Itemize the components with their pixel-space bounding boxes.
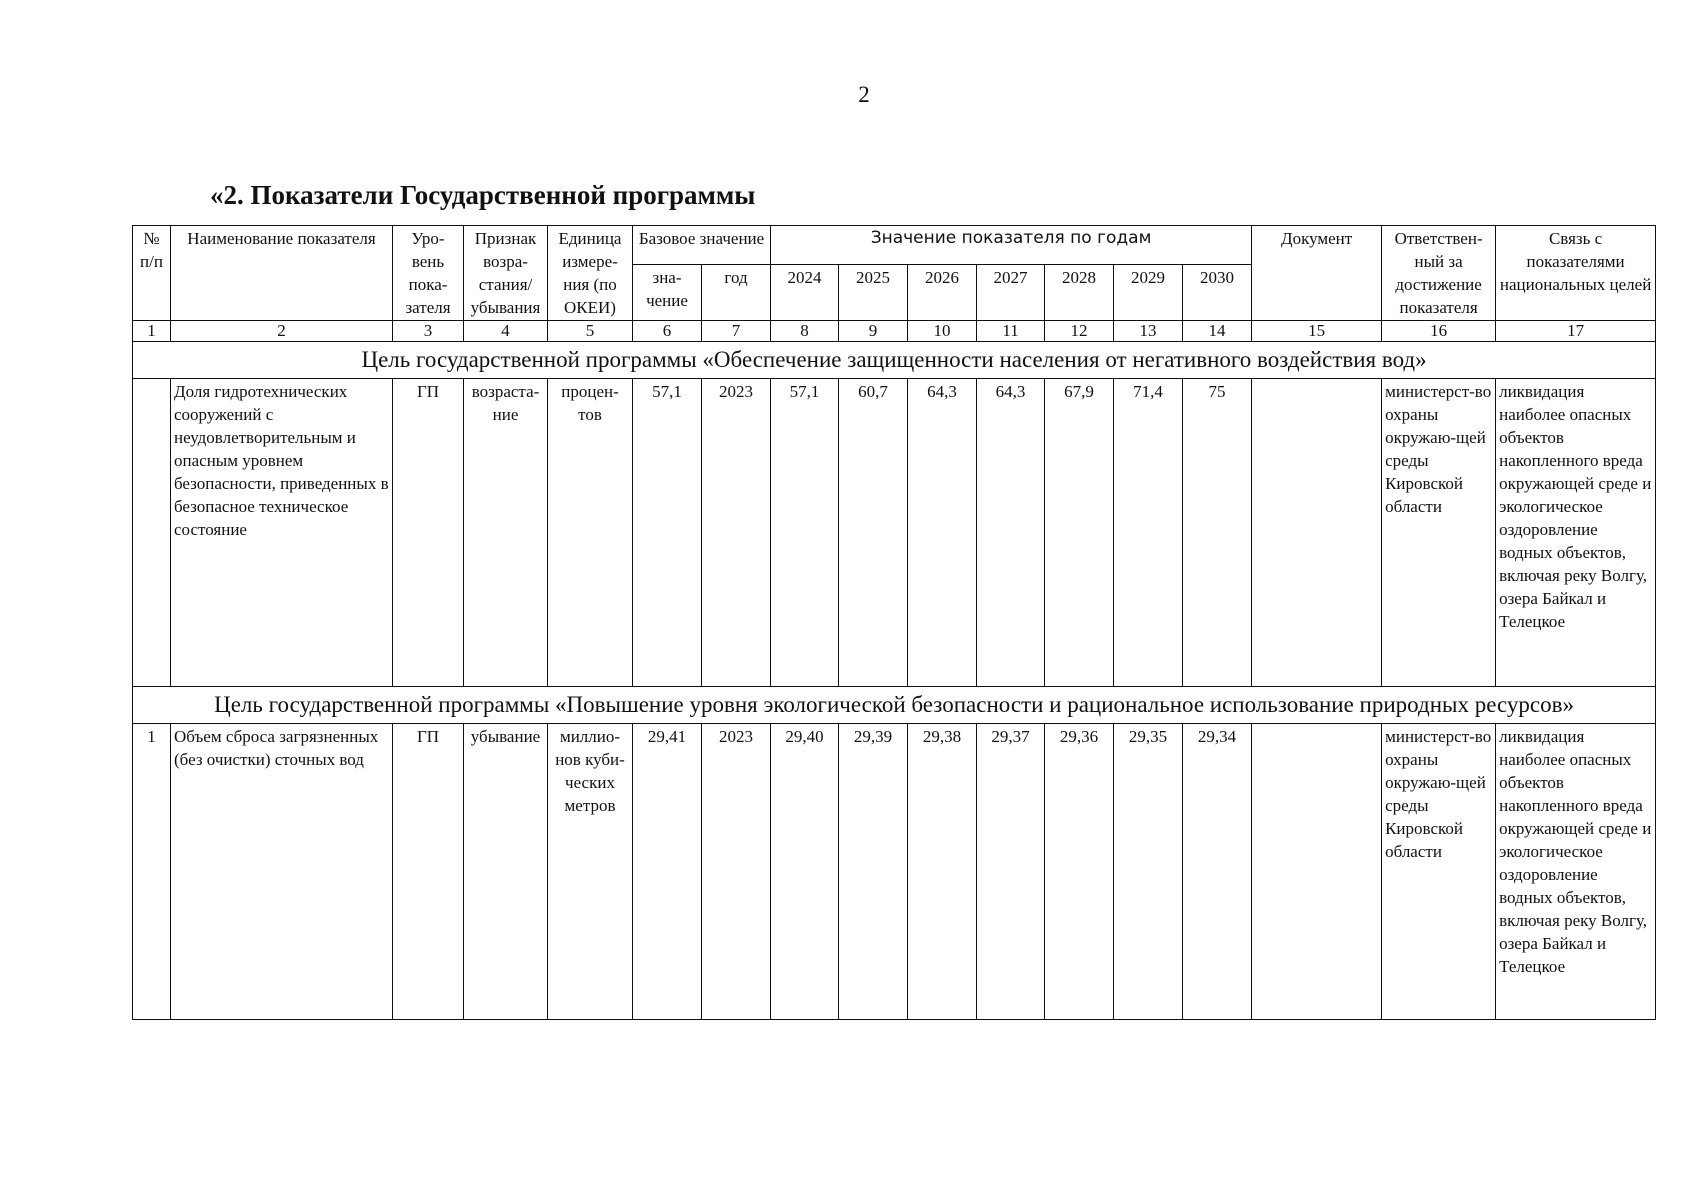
column-number: 3 (393, 321, 464, 342)
header-document: Документ (1252, 226, 1382, 321)
year-value: 71,4 (1114, 379, 1183, 687)
year-value: 29,40 (771, 724, 839, 1020)
header-trend: Признак возра-стания/ убывания (464, 226, 548, 321)
indicator-unit: миллио-нов куби-ческих метров (548, 724, 633, 1020)
year-value: 64,3 (908, 379, 977, 687)
year-value: 29,39 (839, 724, 908, 1020)
year-value: 29,34 (1183, 724, 1252, 1020)
document-cell (1252, 724, 1382, 1020)
table-row (133, 724, 1656, 1020)
header-year: 2026 (908, 265, 977, 321)
goal-row (133, 342, 1656, 379)
column-number: 13 (1114, 321, 1183, 342)
row-num (133, 379, 171, 687)
goal-title: Цель государственной программы «Повышение уровня экологической безопасности и рациональное использование природных ресурсов» (133, 687, 1656, 724)
indicator-level: ГП (393, 724, 464, 1020)
column-number: 7 (702, 321, 771, 342)
base-year: 2023 (702, 724, 771, 1020)
indicator-name: Доля гидротехнических сооружений с неудовлетворительным и опасным уровнем безопасности, приведенных в безопасное техническое состояние (171, 379, 393, 687)
year-value: 29,38 (908, 724, 977, 1020)
column-number: 9 (839, 321, 908, 342)
header-year: 2025 (839, 265, 908, 321)
header-year: 2027 (977, 265, 1045, 321)
column-number: 17 (1496, 321, 1656, 342)
column-number: 2 (171, 321, 393, 342)
column-number: 8 (771, 321, 839, 342)
goal-row (133, 687, 1656, 724)
header-level: Уро-вень пока-зателя (393, 226, 464, 321)
column-number: 16 (1382, 321, 1496, 342)
responsible-cell: министерст-во охраны окружаю-щей среды Кировской области (1382, 379, 1496, 687)
column-number: 1 (133, 321, 171, 342)
year-value: 60,7 (839, 379, 908, 687)
base-year: 2023 (702, 379, 771, 687)
header-years-group: Значение показателя по годам (771, 226, 1252, 265)
header-year: 2028 (1045, 265, 1114, 321)
year-value: 29,36 (1045, 724, 1114, 1020)
indicator-unit: процен-тов (548, 379, 633, 687)
column-number: 5 (548, 321, 633, 342)
column-number: 11 (977, 321, 1045, 342)
header-year: 2024 (771, 265, 839, 321)
indicator-trend: убывание (464, 724, 548, 1020)
column-number: 4 (464, 321, 548, 342)
indicator-name: Объем сброса загрязненных (без очистки) сточных вод (171, 724, 393, 1020)
responsible-cell: министерст-во охраны окружаю-щей среды Кировской области (1382, 724, 1496, 1020)
header-base-value: зна-чение (633, 265, 702, 321)
column-number-row (133, 321, 1656, 342)
header-link: Связь с показателями национальных целей (1496, 226, 1656, 321)
national-goal-link: ликвидация наиболее опасных объектов накопленного вреда окружающей среде и экологическое оздоровление водных объектов, включая реку Волгу, озера Байкал и Телецкое (1496, 724, 1656, 1020)
national-goal-link: ликвидация наиболее опасных объектов накопленного вреда окружающей среде и экологическое оздоровление водных объектов, включая реку Волгу, озера Байкал и Телецкое (1496, 379, 1656, 687)
goal-title: Цель государственной программы «Обеспечение защищенности населения от негативного воздействия вод» (133, 342, 1656, 379)
year-value: 75 (1183, 379, 1252, 687)
indicator-trend: возраста-ние (464, 379, 548, 687)
document-cell (1252, 379, 1382, 687)
column-number: 12 (1045, 321, 1114, 342)
year-value: 29,37 (977, 724, 1045, 1020)
column-number: 10 (908, 321, 977, 342)
section-title: «2. Показатели Государственной программы (210, 180, 756, 210)
header-base-year: год (702, 265, 771, 321)
column-number: 15 (1252, 321, 1382, 342)
header-year: 2030 (1183, 265, 1252, 321)
indicator-level: ГП (393, 379, 464, 687)
year-value: 57,1 (771, 379, 839, 687)
header-base: Базовое значение (633, 226, 771, 265)
row-num: 1 (133, 724, 171, 1020)
year-value: 67,9 (1045, 379, 1114, 687)
header-name: Наименование показателя (171, 226, 393, 321)
base-value: 29,41 (633, 724, 702, 1020)
header-year: 2029 (1114, 265, 1183, 321)
year-value: 64,3 (977, 379, 1045, 687)
column-number: 6 (633, 321, 702, 342)
column-number: 14 (1183, 321, 1252, 342)
header-num: № п/п (133, 226, 171, 321)
indicators-table (132, 225, 1656, 1020)
year-value: 29,35 (1114, 724, 1183, 1020)
page-number: 2 (858, 82, 870, 107)
header-unit: Единица измере-ния (по ОКЕИ) (548, 226, 633, 321)
base-value: 57,1 (633, 379, 702, 687)
table-row (133, 379, 1656, 687)
header-responsible: Ответствен-ный за достижение показателя (1382, 226, 1496, 321)
